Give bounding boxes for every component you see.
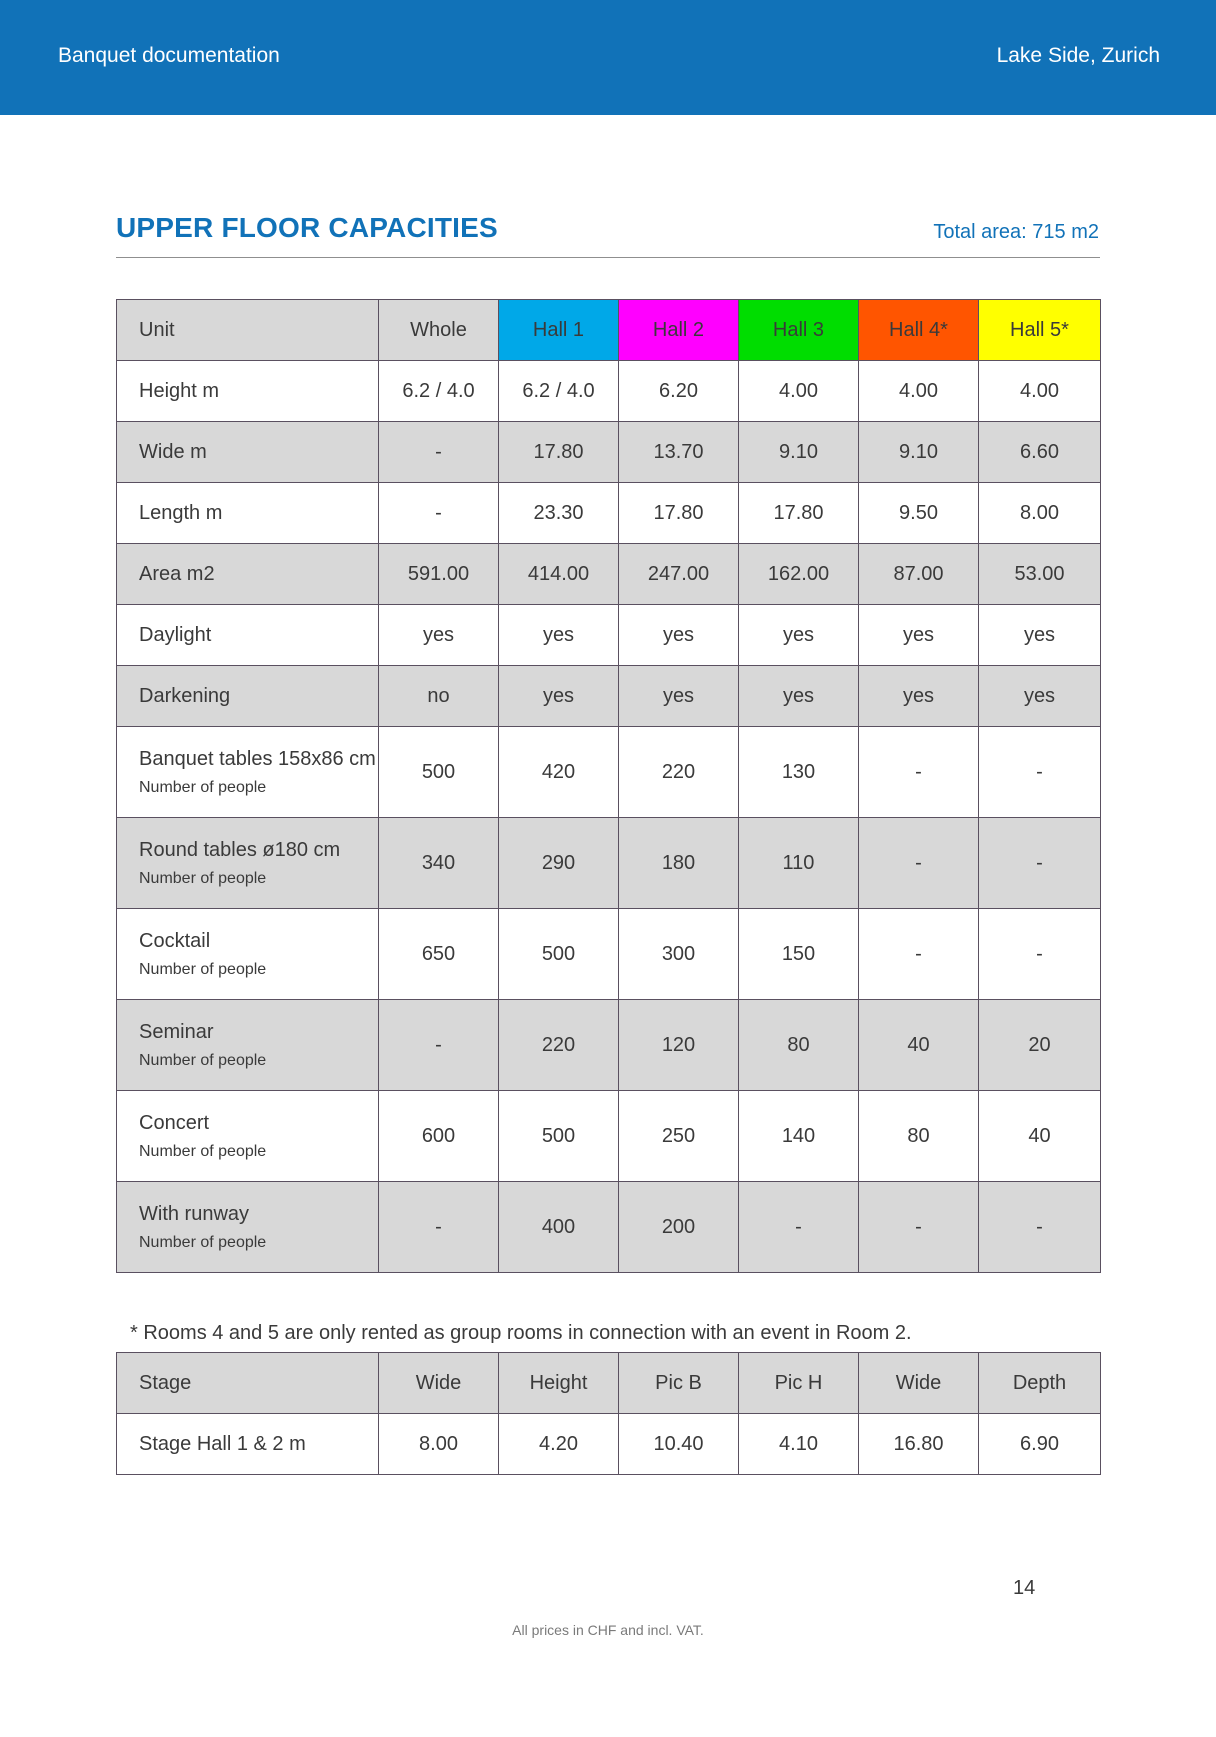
table-cell: 650 xyxy=(379,909,499,1000)
stage-column-header: Wide xyxy=(379,1353,499,1414)
table-cell: 20 xyxy=(979,1000,1101,1091)
table-cell: 120 xyxy=(619,1000,739,1091)
table-row xyxy=(117,909,1101,1000)
table-cell: 17.80 xyxy=(739,483,859,544)
table-cell: 600 xyxy=(379,1091,499,1182)
table-row xyxy=(117,544,1101,605)
row-label-cell xyxy=(117,1091,379,1182)
row-label: Area m2 xyxy=(139,562,215,585)
table-cell: 4.00 xyxy=(979,361,1101,422)
table-cell: 6.2 / 4.0 xyxy=(499,361,619,422)
table-cell: 180 xyxy=(619,818,739,909)
table-cell: 40 xyxy=(979,1091,1101,1182)
table-cell: yes xyxy=(979,666,1101,727)
stage-row-label: Stage Hall 1 & 2 m xyxy=(117,1414,379,1475)
stage-column-header: Height xyxy=(499,1353,619,1414)
row-label: Round tables ø180 cm xyxy=(139,838,341,861)
table-cell: 250 xyxy=(619,1091,739,1182)
table-cell: 80 xyxy=(739,1000,859,1091)
page-number: 14 xyxy=(1013,1577,1036,1599)
table-cell: yes xyxy=(979,605,1101,666)
row-label: Length m xyxy=(139,501,223,524)
row-sublabel: Number of people xyxy=(139,1051,267,1069)
table-row xyxy=(117,422,1101,483)
table-cell: 140 xyxy=(739,1091,859,1182)
table-cell: yes xyxy=(739,666,859,727)
table-cell: 53.00 xyxy=(979,544,1101,605)
table-cell: 400 xyxy=(499,1182,619,1273)
stage-column-header: Depth xyxy=(979,1353,1101,1414)
table-cell: 40 xyxy=(859,1000,979,1091)
table-cell: 340 xyxy=(379,818,499,909)
table-cell: - xyxy=(859,909,979,1000)
row-label-cell xyxy=(117,818,379,909)
table-row xyxy=(117,666,1101,727)
stage-cell: 4.10 xyxy=(739,1414,859,1475)
stage-cell: 4.20 xyxy=(499,1414,619,1475)
row-label: Height m xyxy=(139,379,220,402)
row-label-cell xyxy=(117,483,379,544)
row-label: Seminar xyxy=(139,1020,214,1043)
stage-column-header: Wide xyxy=(859,1353,979,1414)
row-sublabel: Number of people xyxy=(139,869,267,887)
stage-cell: 10.40 xyxy=(619,1414,739,1475)
table-cell: 13.70 xyxy=(619,422,739,483)
table-cell: 130 xyxy=(739,727,859,818)
table-cell: 162.00 xyxy=(739,544,859,605)
column-header: Hall 1 xyxy=(499,300,619,361)
row-label-cell xyxy=(117,666,379,727)
table-cell: - xyxy=(859,818,979,909)
table-row xyxy=(117,361,1101,422)
table-cell: 6.60 xyxy=(979,422,1101,483)
table-cell: 87.00 xyxy=(859,544,979,605)
row-label-cell xyxy=(117,544,379,605)
row-label: Darkening xyxy=(139,684,231,707)
table-cell: 220 xyxy=(619,727,739,818)
table-cell: 220 xyxy=(499,1000,619,1091)
table-row xyxy=(117,605,1101,666)
table-cell: - xyxy=(979,1182,1101,1273)
row-label: With runway xyxy=(139,1202,250,1225)
table-cell: - xyxy=(979,727,1101,818)
table-cell: 8.00 xyxy=(979,483,1101,544)
title-divider xyxy=(116,257,1100,258)
table-cell: yes xyxy=(859,605,979,666)
page-title: UPPER FLOOR CAPACITIES xyxy=(116,212,498,243)
table-row xyxy=(117,1000,1101,1091)
column-header: Hall 4* xyxy=(859,300,979,361)
table-cell: yes xyxy=(739,605,859,666)
table-cell: - xyxy=(979,909,1101,1000)
table-cell: 500 xyxy=(379,727,499,818)
table-cell: 9.50 xyxy=(859,483,979,544)
row-sublabel: Number of people xyxy=(139,778,267,796)
footnote: * Rooms 4 and 5 are only rented as group rooms in connection with an event in Room 2. xyxy=(130,1322,912,1344)
table-cell: 200 xyxy=(619,1182,739,1273)
table-cell: 500 xyxy=(499,909,619,1000)
header-bar xyxy=(0,0,1216,115)
stage-cell: 8.00 xyxy=(379,1414,499,1475)
row-sublabel: Number of people xyxy=(139,1142,267,1160)
table-cell: 4.00 xyxy=(859,361,979,422)
table-header-row xyxy=(117,300,1101,361)
table-cell: yes xyxy=(499,666,619,727)
table-cell: 591.00 xyxy=(379,544,499,605)
table-cell: yes xyxy=(619,605,739,666)
table-cell: - xyxy=(859,727,979,818)
table-row xyxy=(117,1182,1101,1273)
table-cell: 17.80 xyxy=(499,422,619,483)
table-cell: yes xyxy=(859,666,979,727)
table-cell: yes xyxy=(379,605,499,666)
table-cell: 23.30 xyxy=(499,483,619,544)
table-row xyxy=(117,818,1101,909)
stage-row xyxy=(117,1414,1101,1475)
table-cell: 9.10 xyxy=(859,422,979,483)
table-cell: yes xyxy=(499,605,619,666)
table-cell: 110 xyxy=(739,818,859,909)
total-area: Total area: 715 m2 xyxy=(933,221,1099,243)
table-cell: 420 xyxy=(499,727,619,818)
column-header-unit: Unit xyxy=(117,300,379,361)
row-label: Daylight xyxy=(139,623,212,646)
row-label-cell xyxy=(117,422,379,483)
table-cell: 6.20 xyxy=(619,361,739,422)
row-label: Wide m xyxy=(139,440,207,463)
row-label-cell xyxy=(117,909,379,1000)
table-cell: 6.2 / 4.0 xyxy=(379,361,499,422)
column-header: Hall 5* xyxy=(979,300,1101,361)
header-location: Lake Side, Zurich xyxy=(996,44,1160,67)
table-cell: 500 xyxy=(499,1091,619,1182)
table-cell: 4.00 xyxy=(739,361,859,422)
stage-column-header: Pic B xyxy=(619,1353,739,1414)
table-cell: no xyxy=(379,666,499,727)
column-header: Whole xyxy=(379,300,499,361)
stage-table xyxy=(116,1352,1101,1475)
row-label-cell xyxy=(117,1182,379,1273)
row-label-cell xyxy=(117,605,379,666)
row-label-cell xyxy=(117,361,379,422)
table-cell: 414.00 xyxy=(499,544,619,605)
table-cell: - xyxy=(379,1182,499,1273)
table-cell: - xyxy=(859,1182,979,1273)
row-label: Concert xyxy=(139,1111,210,1134)
table-cell: yes xyxy=(619,666,739,727)
stage-cell: 6.90 xyxy=(979,1414,1101,1475)
table-cell: 290 xyxy=(499,818,619,909)
stage-column-header: Pic H xyxy=(739,1353,859,1414)
stage-column-header: Stage xyxy=(117,1353,379,1414)
header-document-title: Banquet documentation xyxy=(58,44,280,67)
row-sublabel: Number of people xyxy=(139,960,267,978)
table-cell: 150 xyxy=(739,909,859,1000)
table-cell: - xyxy=(379,1000,499,1091)
table-row xyxy=(117,483,1101,544)
stage-cell: 16.80 xyxy=(859,1414,979,1475)
table-cell: - xyxy=(379,483,499,544)
table-row xyxy=(117,727,1101,818)
table-cell: - xyxy=(979,818,1101,909)
row-label: Cocktail xyxy=(139,929,211,952)
table-cell: 300 xyxy=(619,909,739,1000)
table-cell: 9.10 xyxy=(739,422,859,483)
row-label-cell xyxy=(117,1000,379,1091)
row-label: Banquet tables 158x86 cm xyxy=(139,747,376,770)
row-label-cell xyxy=(117,727,379,818)
footer-note: All prices in CHF and incl. VAT. xyxy=(512,1622,704,1638)
table-cell: 80 xyxy=(859,1091,979,1182)
table-cell: 17.80 xyxy=(619,483,739,544)
row-sublabel: Number of people xyxy=(139,1233,267,1251)
column-header: Hall 3 xyxy=(739,300,859,361)
stage-header-row xyxy=(117,1353,1101,1414)
table-row xyxy=(117,1091,1101,1182)
table-cell: 247.00 xyxy=(619,544,739,605)
column-header: Hall 2 xyxy=(619,300,739,361)
table-cell: - xyxy=(379,422,499,483)
table-cell: - xyxy=(739,1182,859,1273)
capacities-table xyxy=(116,299,1101,1273)
